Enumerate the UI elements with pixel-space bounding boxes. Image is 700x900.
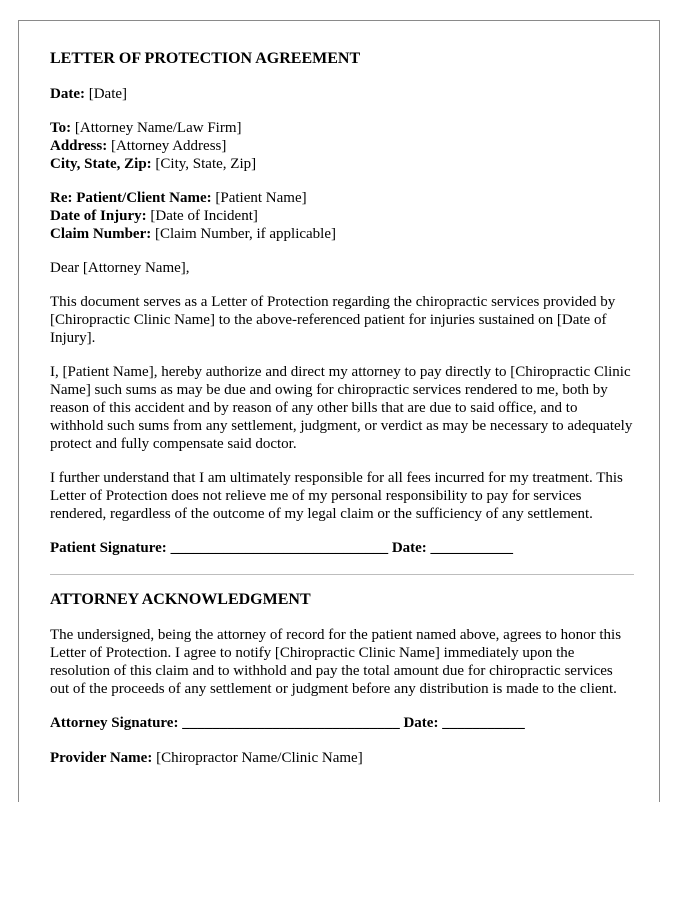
attorney-signature-blank[interactable]: _____________________________ — [182, 715, 400, 731]
paragraph-attorney-agreement: The undersigned, being the attorney of record for the patient named above, agrees to honor this Letter of Protection. I agree to notify [Chiropractic Clinic Name] immediately upon the resolution of this claim and to withhold and pay the total amount due for chiropractic services out of the proceeds of any settlement or judgment before any distribution is made to the client. — [50, 627, 622, 697]
to-label: To: — [50, 120, 72, 136]
date-label: Date: — [50, 86, 85, 102]
paragraph-responsibility: I further understand that I am ultimately responsible for all fees incurred for my treatment. This Letter of Protection does not relieve me of my personal responsibility to pay for services rendered, regardless of the outcome of my legal claim or the sufficiency of any settlement. — [50, 470, 623, 522]
to-value: [Attorney Name/Law Firm] — [74, 120, 242, 136]
injury-date-label: Date of Injury: — [50, 208, 147, 224]
patient-name-value: [Patient Name] — [215, 190, 307, 206]
address-line — [50, 137, 634, 155]
claim-number-line — [50, 225, 634, 243]
injury-date-value: [Date of Incident] — [150, 208, 258, 224]
city-label: City, State, Zip: — [50, 156, 152, 172]
paragraph-purpose: This document serves as a Letter of Protection regarding the chiropractic services provided by [Chiropractic Clinic Name] to the above-referenced patient for injuries sustained on [Date of Injury]. — [50, 294, 616, 346]
reference-block — [50, 189, 634, 243]
injury-date-line — [50, 207, 634, 225]
claim-number-label: Claim Number: — [50, 226, 152, 242]
date-line — [50, 85, 634, 103]
patient-signature-line — [50, 539, 634, 557]
salutation: Dear [Attorney Name], — [50, 260, 190, 276]
city-value: [City, State, Zip] — [155, 156, 257, 172]
document-content — [50, 50, 634, 767]
patient-name-label: Re: Patient/Client Name: — [50, 190, 212, 206]
attorney-date-blank[interactable]: ___________ — [442, 715, 525, 731]
attorney-date-label: Date: — [403, 715, 439, 731]
patient-signature-label: Patient Signature: — [50, 540, 167, 556]
address-value: [Attorney Address] — [110, 138, 227, 154]
attorney-section-title: ATTORNEY ACKNOWLEDGMENT — [50, 591, 311, 608]
section-divider — [50, 574, 634, 575]
patient-date-blank[interactable]: ___________ — [430, 540, 514, 556]
patient-signature-blank[interactable]: _____________________________ — [170, 540, 389, 556]
paragraph-authorization: I, [Patient Name], hereby authorize and direct my attorney to pay directly to [Chiropractic Clinic Name] such sums as may be due and owing for chiropractic services rendered to me, both by reason of this accident and by reason of any other bills that are due to said office, and to withhold such sums from any settlement, judgment, or verdict as may be necessary to adequately protect and fully compensate said doctor. — [50, 364, 633, 452]
provider-line — [50, 749, 634, 767]
city-line — [50, 155, 634, 173]
patient-date-label: Date: — [391, 540, 427, 556]
attorney-signature-line — [50, 714, 634, 732]
to-line — [50, 119, 634, 137]
provider-value: [Chiropractor Name/Clinic Name] — [156, 750, 363, 766]
date-value: [Date] — [88, 86, 128, 102]
attorney-signature-label: Attorney Signature: — [50, 715, 179, 731]
recipient-block — [50, 119, 634, 173]
document-title: LETTER OF PROTECTION AGREEMENT — [50, 50, 361, 67]
patient-name-line — [50, 189, 634, 207]
document-page — [18, 20, 660, 802]
claim-number-value: [Claim Number, if applicable] — [155, 226, 337, 242]
address-label: Address: — [50, 138, 108, 154]
provider-label: Provider Name: — [50, 750, 153, 766]
